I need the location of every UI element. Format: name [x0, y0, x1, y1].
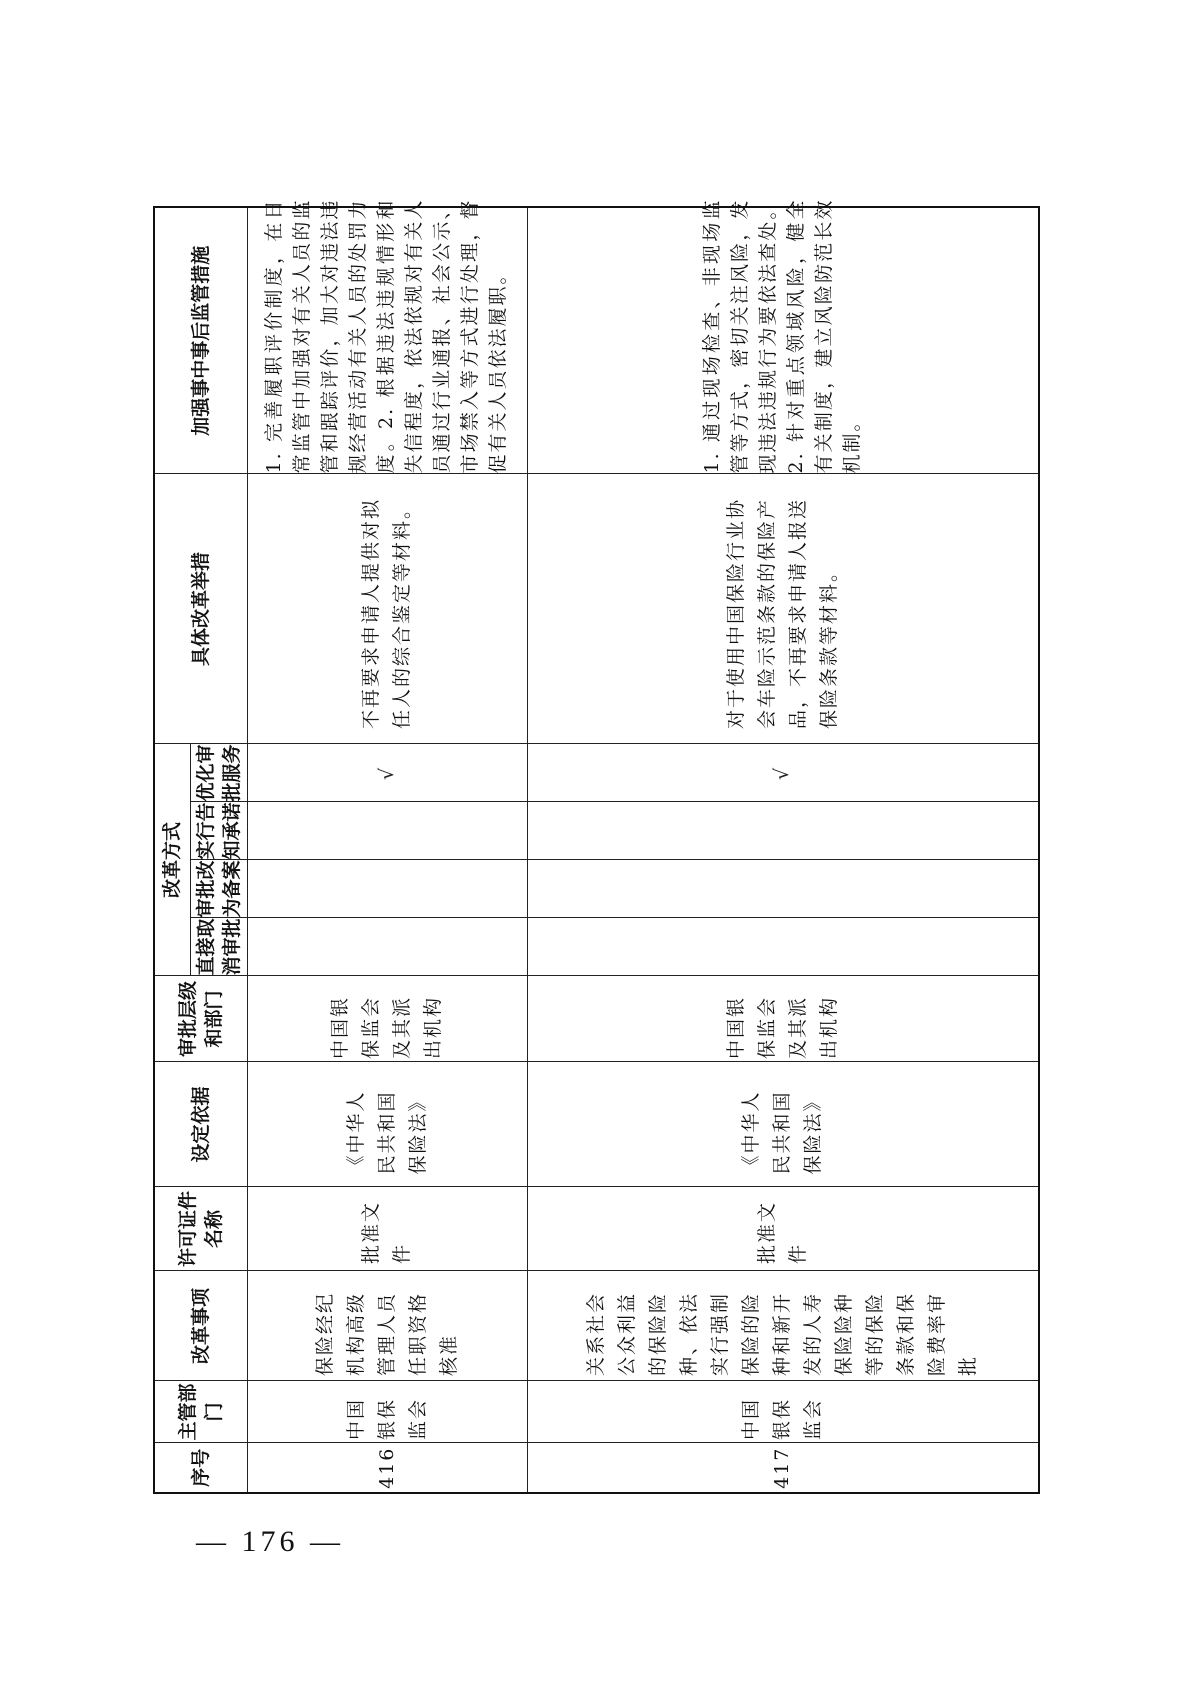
header-method-record: 审批改为备案: [190, 860, 247, 918]
row-method-optimize-check: √: [247, 744, 527, 802]
reform-items-table: [153, 198, 1040, 1494]
header-method-notify: 实行告知承诺: [190, 802, 247, 860]
row-license: [247, 1187, 527, 1271]
table-row: [247, 207, 527, 1493]
row-item: [527, 1271, 1039, 1381]
row-supervision: [247, 198, 527, 474]
row-dept: [247, 1381, 527, 1443]
row-dept-text: 中国银保监会: [740, 1397, 825, 1440]
row-basis-text: 《中华人民共和国保险法》: [344, 1090, 429, 1175]
row-seq: 417: [527, 1443, 1039, 1493]
row-basis: [247, 1062, 527, 1187]
header-method-cancel: 直接取消审批: [190, 918, 247, 976]
row-level: [247, 976, 527, 1062]
row-supervision-text: 1. 通过现场检查、非现场监管等方式，密切关注风险，发现违法违规行为要依法查处。2. 针对重点领域风险，健全有关制度，建立风险防范长效机制。: [700, 198, 863, 474]
header-license: 许可证件名称: [154, 1187, 247, 1271]
table-row: [527, 207, 1039, 1493]
table-header-row: [154, 207, 190, 1493]
row-measures-text: 不再要求申请人提供对拟任人的综合鉴定等材料。: [360, 497, 413, 729]
header-level: 审批层级和部门: [154, 976, 247, 1062]
row-method-cancel: [527, 918, 1039, 976]
row-license: [527, 1187, 1039, 1271]
header-seq: 序号: [154, 1443, 247, 1493]
row-measures: [247, 474, 527, 744]
page-number: — 176 —: [196, 1525, 344, 1558]
row-method-notify: [527, 802, 1039, 860]
header-supervision: 加强事中事后监管措施: [154, 207, 247, 474]
row-level: [527, 976, 1039, 1062]
row-method-record: [247, 860, 527, 918]
row-seq: 416: [247, 1443, 527, 1493]
row-dept-text: 中国银保监会: [344, 1397, 429, 1440]
row-basis: [527, 1062, 1039, 1187]
header-method-group: 改革方式: [154, 744, 190, 976]
row-method-notify: [247, 802, 527, 860]
row-measures: [527, 474, 1039, 744]
row-dept: [527, 1381, 1039, 1443]
header-measures: 具体改革举措: [154, 474, 247, 744]
row-item: [247, 1271, 527, 1381]
row-license-text: 批准文件: [360, 1200, 413, 1264]
row-method-cancel: [247, 918, 527, 976]
row-level-text: 中国银保监会及其派出机构: [724, 995, 840, 1059]
header-method-optimize: 优化审批服务: [190, 744, 247, 802]
row-supervision-text: 1. 完善履职评价制度，在日常监管中加强对有关人员的监管和跟踪评价，加大对违法违规经营活动有关人员的处罚力度。2. 根据违法违规情形和失信程度，依法依规对有关人员通过行业通报、社会公示、市场禁入等方式进行处理，督促有关人员依法履职。: [263, 198, 509, 474]
row-license-text: 批准文件: [755, 1200, 809, 1264]
header-basis: 设定依据: [154, 1062, 247, 1187]
row-measures-text: 对于使用中国保险行业协会车险示范条款的保险产品，不再要求申请人报送保险条款等材料。: [724, 497, 840, 729]
row-item-text: 保险经纪机构高级管理人员任职资格核准: [313, 1291, 460, 1376]
row-level-text: 中国银保监会及其派出机构: [329, 995, 444, 1059]
row-method-record: [527, 860, 1039, 918]
row-item-text: 关系社会公众利益的保险险种、依法实行强制保险的险种和新开发的人寿保险险种等的保险条款和保险费率审批: [585, 1291, 980, 1376]
rotated-table-container: [153, 198, 1038, 1494]
row-basis-text: 《中华人民共和国保险法》: [740, 1090, 825, 1175]
row-method-optimize-check: √: [527, 744, 1039, 802]
header-item: 改革事项: [154, 1271, 247, 1381]
row-supervision: [527, 198, 1039, 474]
header-dept: 主管部门: [154, 1381, 247, 1443]
